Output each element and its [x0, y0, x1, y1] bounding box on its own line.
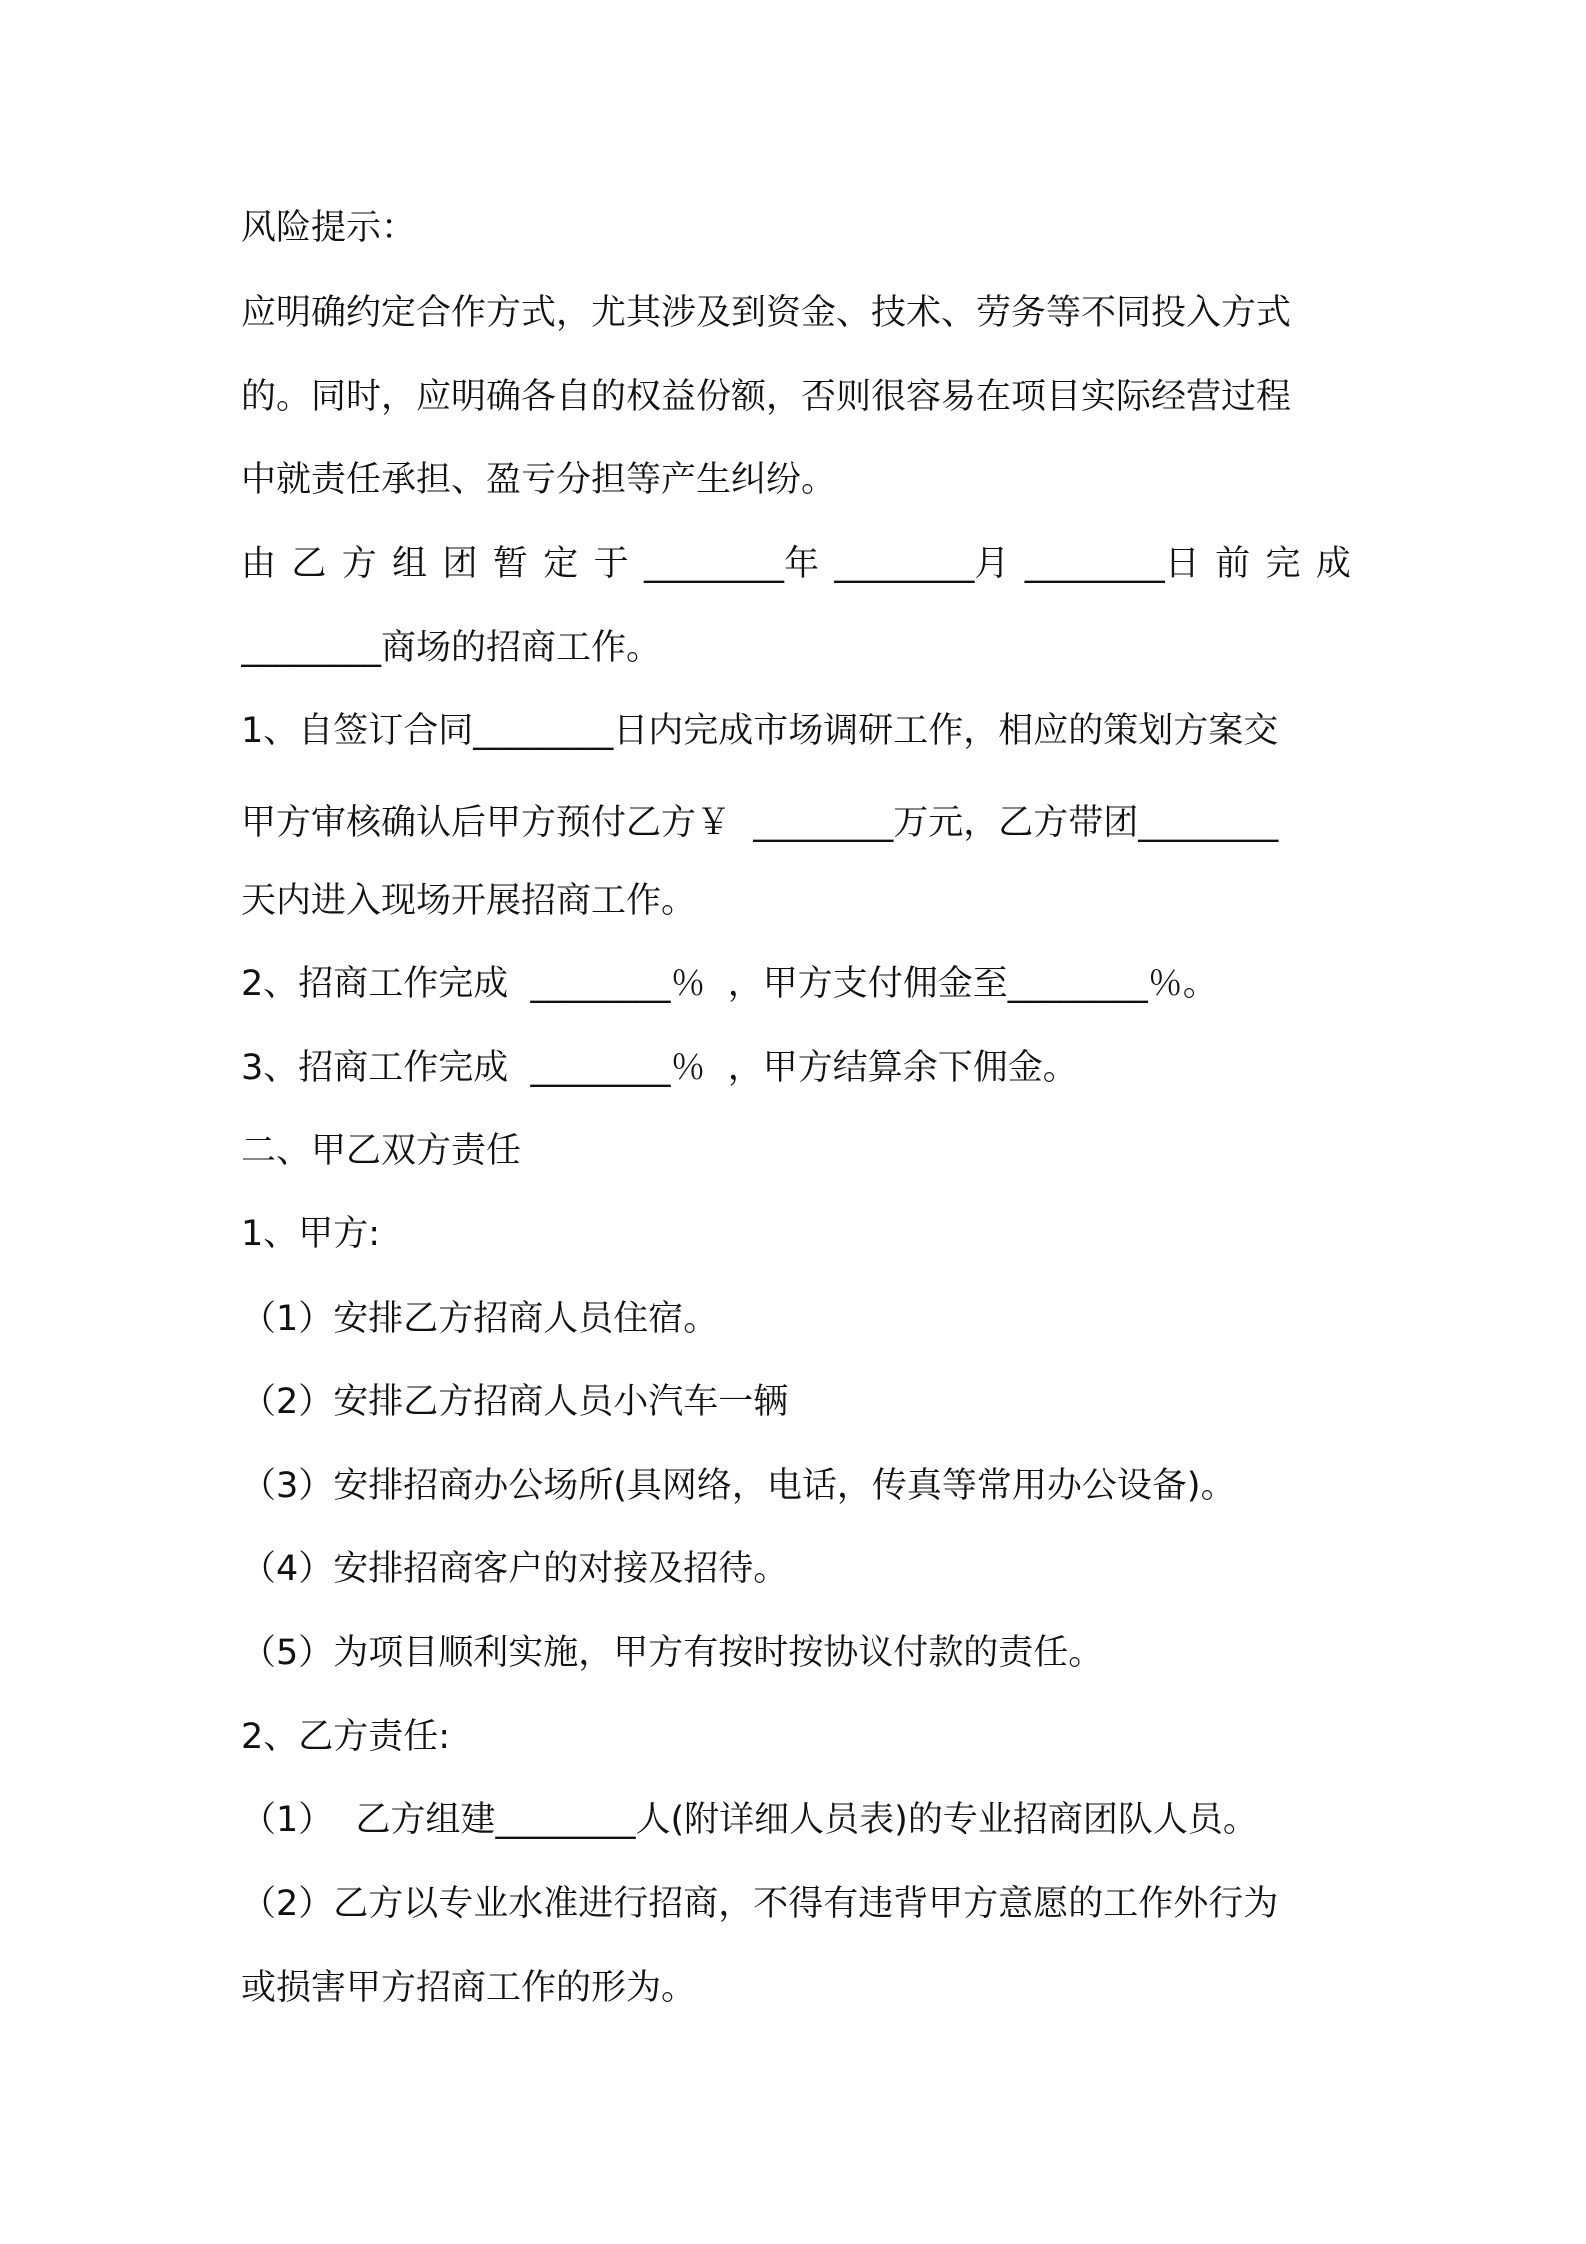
- schedule-word: 方: [341, 544, 377, 584]
- schedule-word: 成: [1315, 544, 1351, 584]
- schedule-word: 团: [442, 544, 478, 584]
- risk-notice-line-1: 应明确约定合作方式，尤其涉及到资金、技术、劳务等不同投入方式: [241, 293, 1292, 333]
- party-a-item-4: （4）安排招商客户的对接及招待。: [241, 1549, 789, 1589]
- schedule-word: 暂: [492, 544, 528, 584]
- section-heading-responsibilities: 二、甲乙双方责任: [241, 1131, 522, 1171]
- schedule-word: 完: [1265, 544, 1301, 584]
- schedule-line-2: ________商场的招商工作。: [241, 628, 662, 668]
- clause-1-line-2: 甲方审核确认后甲方预付乙方￥ ________万元，乙方带团________: [241, 803, 1279, 843]
- schedule-word: 组: [392, 544, 428, 584]
- party-a-item-2: （2）安排乙方招商人员小汽车一辆: [241, 1382, 789, 1422]
- risk-notice-heading: 风险提示：: [241, 208, 417, 248]
- schedule-word: 乙: [291, 544, 327, 584]
- schedule-month-blank: ________月: [834, 544, 1010, 584]
- party-a-item-3: （3）安排招商办公场所(具网络，电话，传真等常用办公设备)。: [241, 1466, 1236, 1506]
- clause-1-line-1: 1、自签订合同________日内完成市场调研工作，相应的策划方案交: [241, 711, 1279, 751]
- schedule-word: 由: [241, 544, 277, 584]
- clause-2: 2、招商工作完成 ________％ ，甲方支付佣金至________％。: [241, 964, 1218, 1004]
- party-a-item-1: （1）安排乙方招商人员住宿。: [241, 1299, 719, 1339]
- schedule-word: 于: [593, 544, 629, 584]
- party-a-heading: 1、甲方:: [241, 1214, 381, 1254]
- clause-3: 3、招商工作完成 ________％ ，甲方结算余下佣金。: [241, 1048, 1078, 1088]
- risk-notice-line-2: 的。同时，应明确各自的权益份额，否则很容易在项目实际经营过程: [241, 377, 1292, 417]
- schedule-year-blank: ________年: [644, 544, 820, 584]
- party-b-item-2-line-2: 或损害甲方招商工作的形为。: [241, 1968, 697, 2008]
- schedule-day-blank: ________日: [1024, 544, 1200, 584]
- party-b-heading: 2、乙方责任:: [241, 1717, 451, 1757]
- schedule-word: 定: [543, 544, 579, 584]
- schedule-word: 前: [1215, 544, 1251, 584]
- clause-1-line-3: 天内进入现场开展招商工作。: [241, 881, 697, 921]
- risk-notice-line-3: 中就责任承担、盈亏分担等产生纠纷。: [241, 460, 837, 500]
- schedule-line: [241, 540, 1351, 588]
- party-b-item-2-line-1: （2）乙方以专业水准进行招商，不得有违背甲方意愿的工作外行为: [241, 1884, 1279, 1924]
- party-a-item-5: （5）为项目顺利实施，甲方有按时按协议付款的责任。: [241, 1633, 1104, 1673]
- party-b-item-1: （1） 乙方组建________人(附详细人员表)的专业招商团队人员。: [241, 1800, 1258, 1840]
